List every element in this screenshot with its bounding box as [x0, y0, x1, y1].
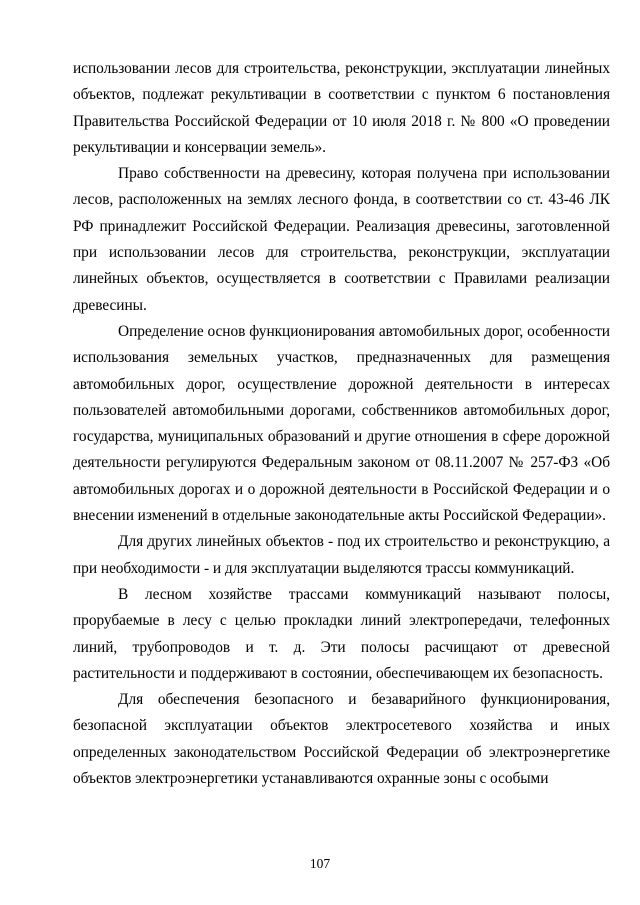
paragraph-continuation: использовании лесов для строительства, реконструкции, эксплуатации линейных объектов, подлежат рекультивации в соответствии с пунктом 6 постановления Правительства Российской Федерации от 10 июля 2018 г. № 800 «О проведении рекультивации и консервации земель». [73, 60, 610, 156]
paragraph-communication-routes: Для других линейных объектов - под их строительство и реконструкцию, а при необходимости - и для эксплуатации выделяются трассы коммуникаций. [73, 533, 610, 577]
paragraph-route-definition: В лесном хозяйстве трассами коммуникаций называют полосы, прорубаемые в лесу с целью прокладки линий электропередачи, телефонных линий, трубопроводов и т. д. Эти полосы расчищают от древесной растительности и поддерживают в состоянии, обеспечивающем их безопасность. [73, 585, 610, 682]
paragraph-security-zones: Для обеспечения безопасного и безаварийного функционирования, безопасной эксплуатации объектов электросетевого хозяйства и иных определенных законодательством Российской Федерации об электроэнергетике объектов электроэнергетики устанавливаются охранные зоны с особыми [73, 691, 610, 788]
document-body [73, 56, 610, 792]
paragraph-timber-ownership: Право собственности на древесину, которая получена при использовании лесов, расположенных на землях лесного фонда, в соответствии со ст. 43-46 ЛК РФ принадлежит Российской Федерации. Реализация древесины, заготовленной при использовании лесов для строительства, реконструкции, эксплуатации линейных объектов, осуществляется в соответствии с Правилами реализации древесины. [73, 165, 610, 314]
paragraph-road-regulation: Определение основ функционирования автомобильных дорог, особенности использования земельных участков, предназначенных для размещения автомобильных дорог, осуществление дорожной деятельности в интересах пользователей автомобильными дорогами, собственников автомобильных дорог, государства, муниципальных образований и другие отношения в сфере дорожной деятельности регулируются Федеральным законом от 08.11.2007 № 257-ФЗ «Об автомобильных дорогах и о дорожной деятельности в Российской Федерации и о внесении изменений в отдельные законодательные акты Российской Федерации». [73, 322, 610, 525]
page-number: 107 [309, 856, 331, 871]
